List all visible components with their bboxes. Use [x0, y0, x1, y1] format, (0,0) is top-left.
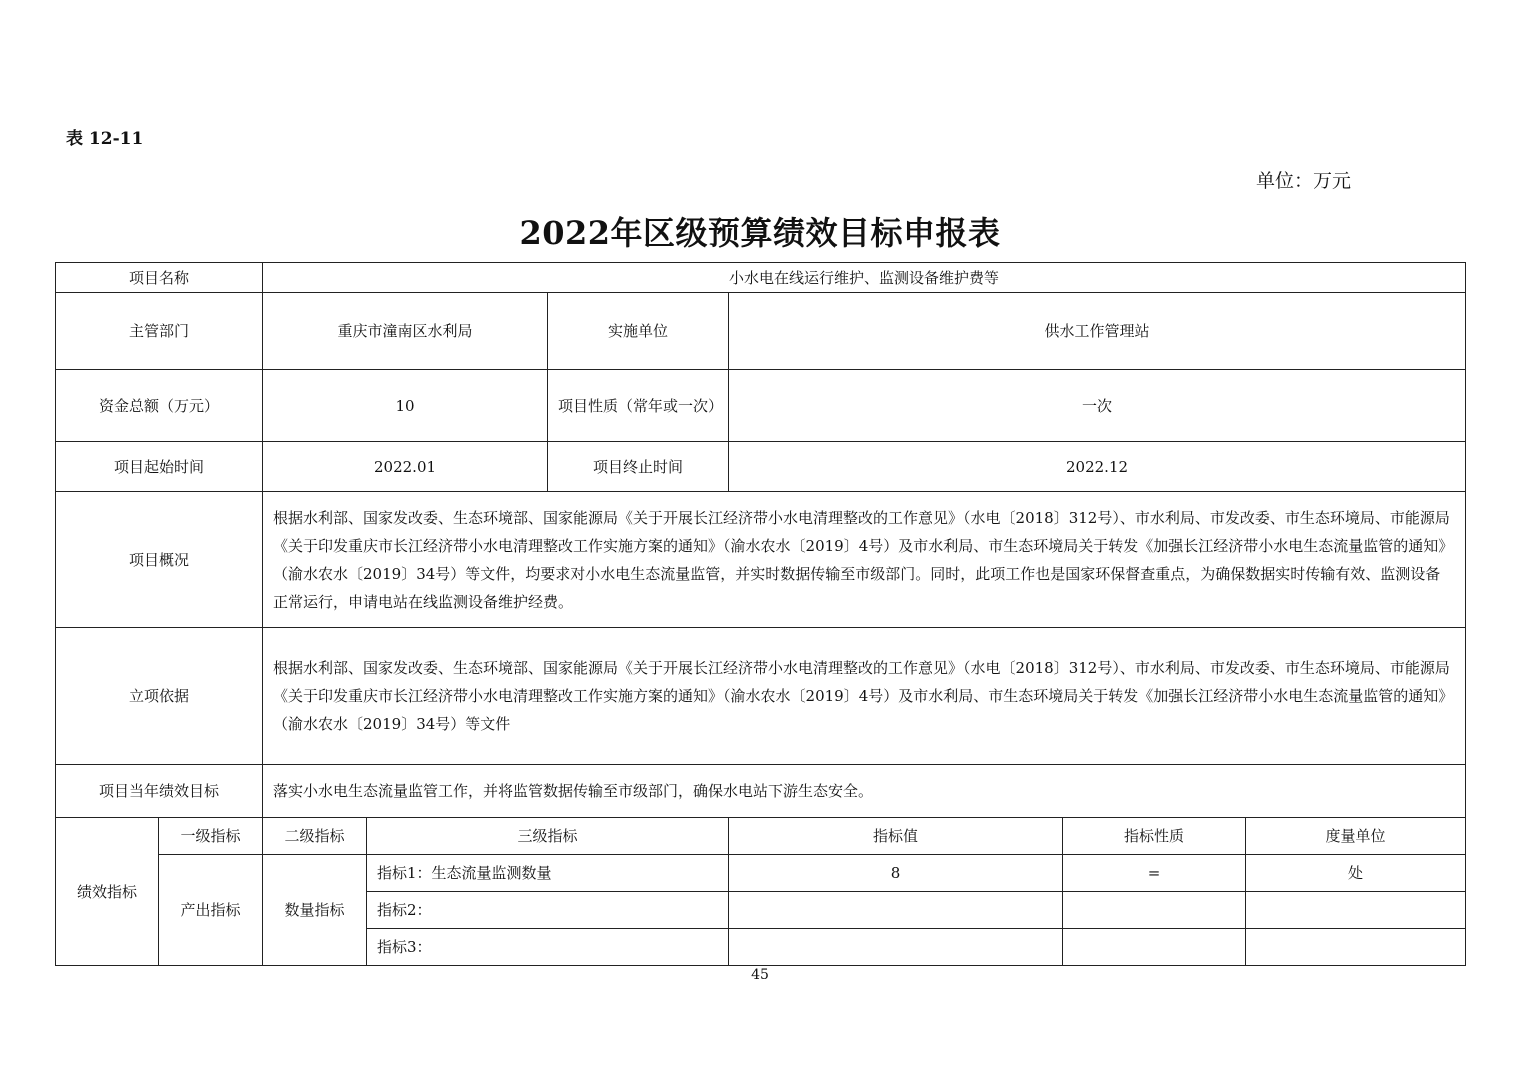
header-level1: 一级指标 — [159, 818, 263, 855]
row-goal — [56, 765, 1466, 818]
row-overview — [56, 492, 1466, 628]
overview-label: 项目概况 — [56, 492, 263, 628]
end-label: 项目终止时间 — [548, 442, 729, 492]
indicator-value — [729, 892, 1063, 929]
indicator-unit: 处 — [1246, 855, 1466, 892]
indicator-value: 8 — [729, 855, 1063, 892]
table-number: 表 12-11 — [66, 129, 144, 149]
level1-output: 产出指标 — [159, 855, 263, 966]
row-period — [56, 442, 1466, 492]
indicator-unit — [1246, 929, 1466, 966]
header-level2: 二级指标 — [263, 818, 367, 855]
overview-value: 根据水利部、国家发改委、生态环境部、国家能源局《关于开展长江经济带小水电清理整改的工作意见》（水电〔2018〕312号）、市水利局、市发改委、市生态环境局、市能源局《关于印发重庆市长江经济带小水电清理整改工作实施方案的通知》（渝水农水〔2019〕4号）及市水利局、市生态环境局关于转发《加强长江经济带小水电生态流量监管的通知》（渝水农水〔2019〕34号）等文件，均要求对小水电生态流量监管，并实时数据传输至市级部门。同时，此项工作也是国家环保督查重点，为确保数据实时传输有效、监测设备正常运行，申请电站在线监测设备维护经费。 — [263, 492, 1466, 628]
end-value: 2022.12 — [729, 442, 1466, 492]
level2-quantity: 数量指标 — [263, 855, 367, 966]
indicator-nature — [1063, 929, 1246, 966]
project-name-value: 小水电在线运行维护、监测设备维护费等 — [263, 263, 1466, 293]
indicator-nature: = — [1063, 855, 1246, 892]
indicator-unit — [1246, 892, 1466, 929]
indicator-name: 指标1：生态流量监测数量 — [367, 855, 729, 892]
fund-label: 资金总额（万元） — [56, 370, 263, 442]
nature-label: 项目性质（常年或一次） — [548, 370, 729, 442]
row-project-name — [56, 263, 1466, 293]
row-basis — [56, 628, 1466, 765]
impl-value: 供水工作管理站 — [729, 293, 1466, 370]
start-value: 2022.01 — [263, 442, 548, 492]
project-name-label: 项目名称 — [56, 263, 263, 293]
performance-target-table — [55, 262, 1466, 966]
basis-value: 根据水利部、国家发改委、生态环境部、国家能源局《关于开展长江经济带小水电清理整改的工作意见》（水电〔2018〕312号）、市水利局、市发改委、市生态环境局、市能源局《关于印发重庆市长江经济带小水电清理整改工作实施方案的通知》（渝水农水〔2019〕4号）及市水利局、市生态环境局关于转发《加强长江经济带小水电生态流量监管的通知》（渝水农水〔2019〕34号）等文件 — [263, 628, 1466, 765]
page-title: 2022年区级预算绩效目标申报表 — [519, 214, 1001, 252]
page-number: 45 — [751, 967, 769, 983]
basis-label: 立项依据 — [56, 628, 263, 765]
header-nature: 指标性质 — [1063, 818, 1246, 855]
table-row — [56, 855, 1466, 892]
header-unit: 度量单位 — [1246, 818, 1466, 855]
indicators-section-label: 绩效指标 — [56, 818, 159, 966]
indicator-header-row — [56, 818, 1466, 855]
goal-label: 项目当年绩效目标 — [56, 765, 263, 818]
header-level3: 三级指标 — [367, 818, 729, 855]
impl-label: 实施单位 — [548, 293, 729, 370]
indicator-name: 指标2： — [367, 892, 729, 929]
start-label: 项目起始时间 — [56, 442, 263, 492]
nature-value: 一次 — [729, 370, 1466, 442]
dept-label: 主管部门 — [56, 293, 263, 370]
indicator-name: 指标3： — [367, 929, 729, 966]
row-fund — [56, 370, 1466, 442]
fund-value: 10 — [263, 370, 548, 442]
dept-value: 重庆市潼南区水利局 — [263, 293, 548, 370]
unit-label: 单位：万元 — [1256, 170, 1352, 192]
indicator-value — [729, 929, 1063, 966]
indicator-nature — [1063, 892, 1246, 929]
header-value: 指标值 — [729, 818, 1063, 855]
goal-value: 落实小水电生态流量监管工作，并将监管数据传输至市级部门，确保水电站下游生态安全。 — [263, 765, 1466, 818]
row-department — [56, 293, 1466, 370]
